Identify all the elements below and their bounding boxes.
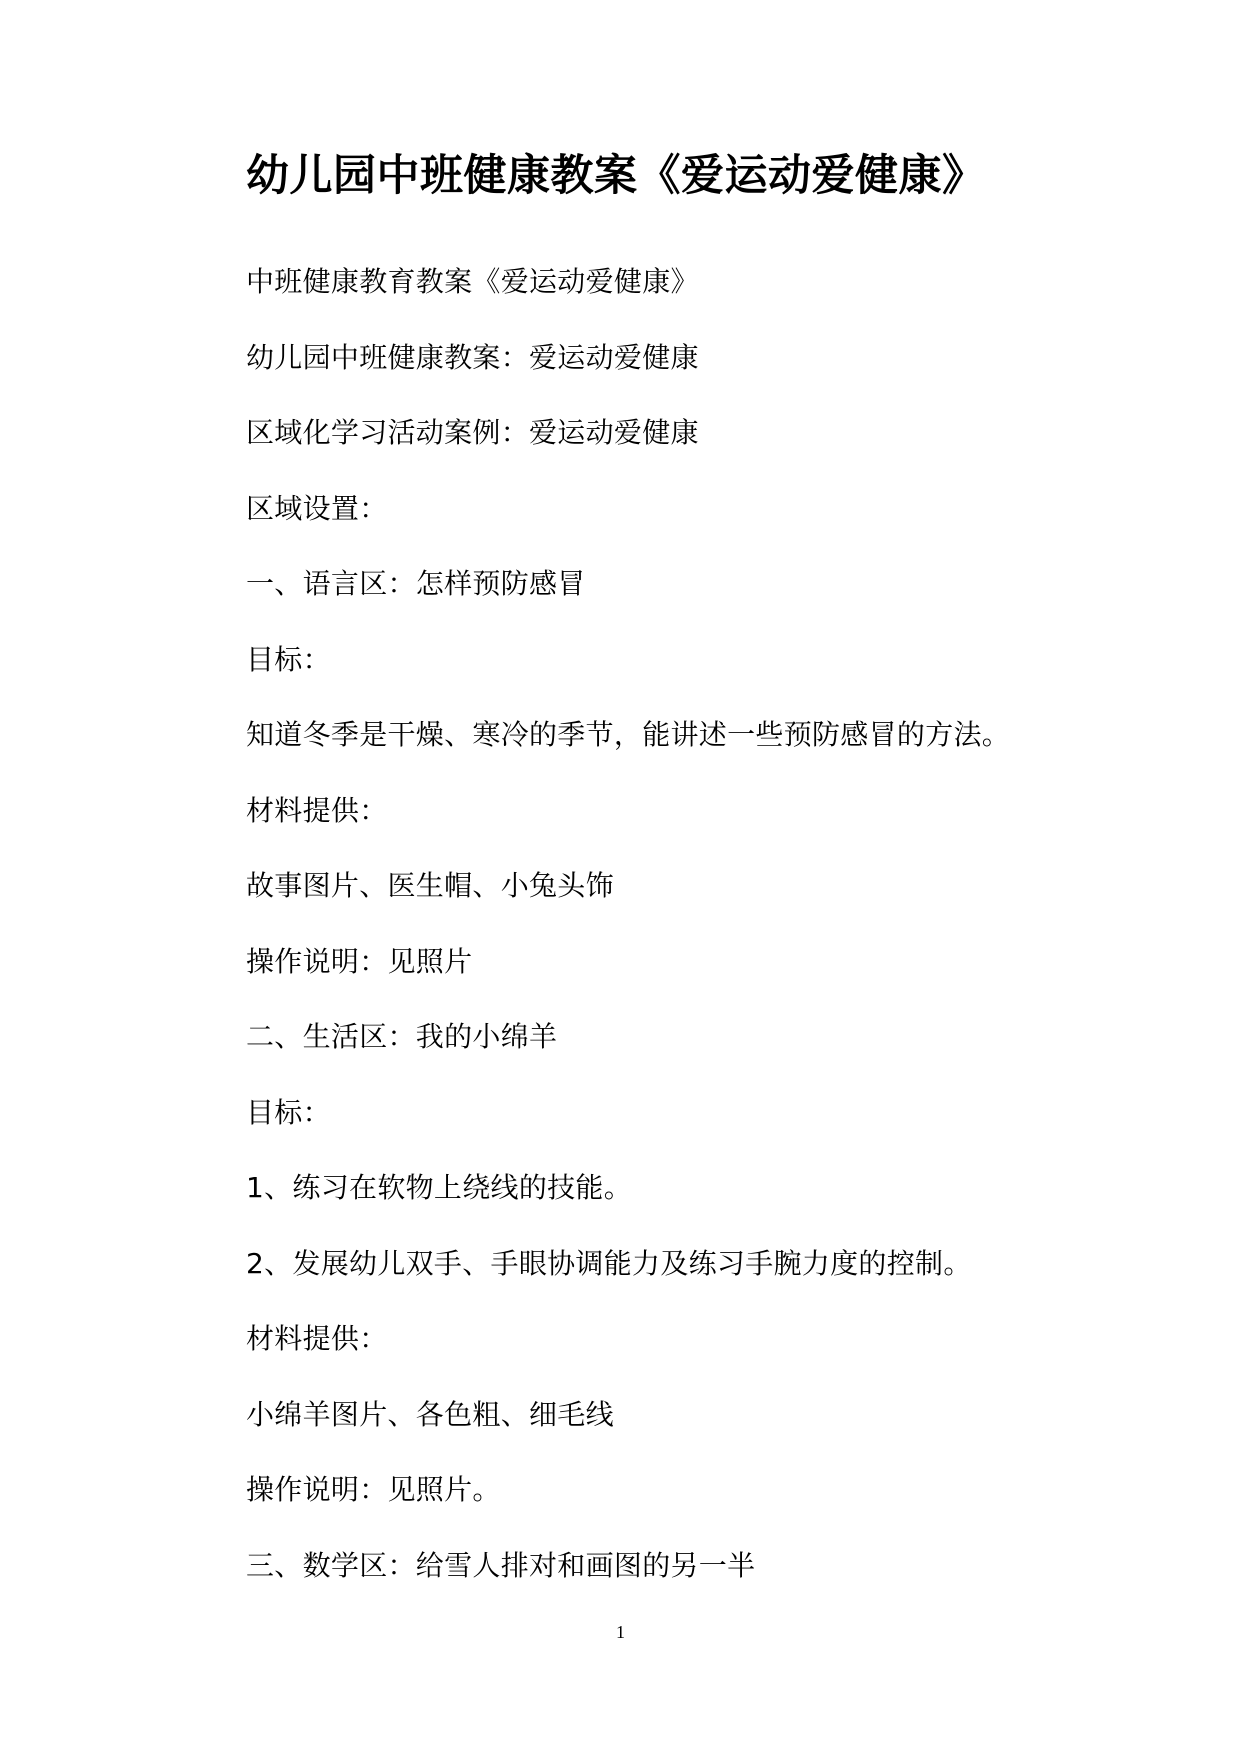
paragraph: 目标： [246,642,331,676]
section-heading: 三、数学区：给雪人排对和画图的另一半 [246,1548,756,1582]
page-number: 1 [616,1622,625,1642]
paragraph: 操作说明：见照片。 [246,1473,501,1506]
page-title: 幼儿园中班健康教案《爱运动爱健康》 [246,151,986,201]
paragraph: 知道冬季是干燥、寒冷的季节，能讲述一些预防感冒的方法。 [246,718,1011,751]
paragraph: 幼儿园中班健康教案：爱运动爱健康 [246,340,699,374]
paragraph: 区域设置： [246,491,388,525]
paragraph: 小绵羊图片、各色粗、细毛线 [246,1397,614,1431]
body-text [246,256,1146,1615]
paragraph: 故事图片、医生帽、小兔头饰 [246,869,614,902]
section-heading: 一、语言区：怎样预防感冒 [246,567,586,600]
paragraph: 中班健康教育教案《爱运动爱健康》 [246,265,699,298]
paragraph: 区域化学习活动案例：爱运动爱健康 [246,416,699,449]
paragraph: 操作说明：见照片 [246,944,473,978]
paragraph: 材料提供： [246,1322,388,1355]
section-heading: 二、生活区：我的小绵羊 [246,1020,558,1053]
paragraph: 2、发展幼儿双手、手眼协调能力及练习手腕力度的控制。 [246,1246,972,1280]
paragraph: 1、练习在软物上绕线的技能。 [246,1171,633,1204]
paragraph: 材料提供： [246,793,388,827]
paragraph: 目标： [246,1095,331,1129]
